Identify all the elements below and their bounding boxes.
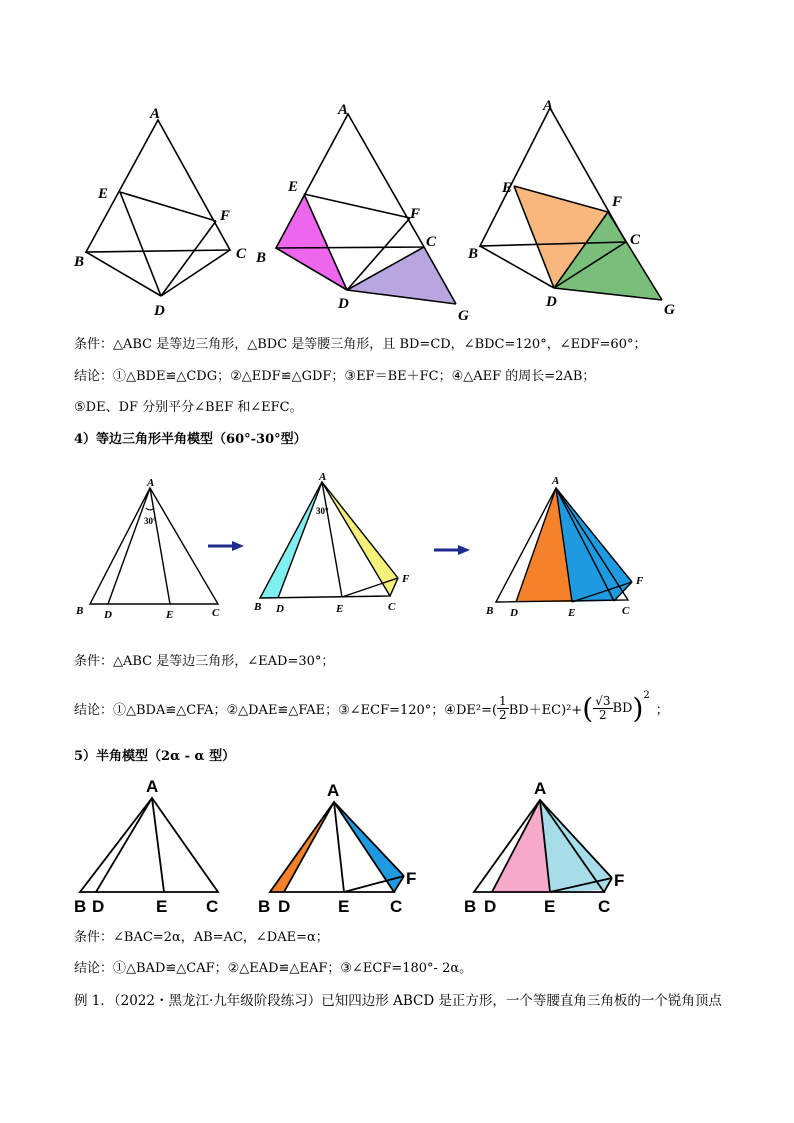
fig1-label-A: A (150, 106, 161, 122)
s5-fig2-label-E: E (338, 897, 350, 916)
fig3-label-D: D (546, 294, 557, 310)
fig3-label-A: A (543, 98, 554, 114)
s5-fig1-label-A: A (146, 777, 159, 796)
s4-conclusion-mid: BD＋EC)²+ (508, 702, 583, 718)
s4-fig1-angle: 30° (144, 516, 157, 526)
example-1-text: 例 1．（2022・黑龙江·九年级阶段练习）已知四边形 ABCD 是正方形，一个等腰直角三角板的一个锐角顶点 (74, 993, 722, 1009)
fig1-label-C: C (236, 246, 247, 262)
s4-fig2-label-D: D (276, 603, 284, 615)
section5-heading: 5）半角模型（2α - α 型） (74, 749, 236, 764)
s5-fig2-label-C: C (390, 897, 403, 916)
s5-fig2-label-B: B (258, 897, 271, 916)
s5-fig3-label-E: E (544, 897, 556, 916)
fig2-label-A: A (338, 102, 349, 118)
fig2-label-G: G (458, 308, 469, 324)
arrow-right-icon (434, 545, 470, 555)
s4-figure-3 (496, 488, 632, 602)
fig2-label-F: F (410, 206, 421, 222)
left-paren-icon: ( (582, 691, 594, 725)
s5-fig2-label-D: D (278, 897, 291, 916)
s4-figure-2 (260, 482, 398, 598)
s4-fig2-label-F: F (402, 573, 410, 585)
s4-fig1-label-A: A (147, 477, 155, 489)
s4-conclusion-end: ； (655, 702, 669, 718)
fig3-label-F: F (612, 194, 623, 210)
section3-conclusion-line1: 结论：①△BDE≌△CDG；②△EDF≌△GDF；③EF＝BE＋FC；④△AEF 的周长=2AB； (74, 369, 596, 384)
s5-fig3-label-C: C (598, 897, 611, 916)
s4-fig2-label-B: B (254, 601, 262, 613)
s4-frac-1-num: 1 (499, 693, 507, 708)
fig1-label-D: D (154, 303, 165, 319)
s5-figure-1 (80, 798, 218, 892)
s4-fig1-label-E: E (166, 609, 174, 621)
s4-fig2-label-E: E (336, 603, 344, 615)
s5-fig1-label-B: B (74, 897, 87, 916)
s4-fig1-label-C: C (212, 607, 220, 619)
fig3-label-E: E (502, 180, 513, 196)
s4-figure-1 (90, 488, 218, 604)
s4-fig2-label-C: C (388, 601, 396, 613)
s4-frac-2 (593, 695, 612, 722)
section4-condition: 条件：△ABC 是等边三角形，∠EAD=30°； (74, 654, 335, 669)
figure-row-2 (68, 468, 668, 628)
s4-fig3-label-E: E (568, 607, 576, 619)
section4-heading: 4）等边三角形半角模型（60°-30°型） (74, 432, 307, 447)
s4-fig3-label-F: F (636, 575, 644, 587)
s5-fig3-lightblue (540, 800, 612, 892)
s4-fig2-yellow (322, 482, 398, 596)
s4-fig3-label-C: C (622, 605, 630, 617)
s4-fig2-label-A: A (319, 471, 327, 483)
s4-fig3-label-A: A (552, 475, 560, 487)
fig2-label-D: D (338, 296, 349, 312)
s5-fig3-label-B: B (464, 897, 477, 916)
section4-conclusion (74, 686, 669, 730)
figure-2 (276, 114, 456, 304)
figure-3 (480, 108, 662, 300)
section5-condition: 条件：∠BAC=2α，AB=AC，∠DAE=α； (74, 930, 329, 945)
s4-frac-1 (497, 695, 509, 722)
s5-fig2-label-F: F (406, 869, 417, 888)
figure-row-3 (68, 772, 668, 922)
s5-fig3-label-D: D (484, 897, 497, 916)
s4-square: 2 (643, 690, 650, 701)
s4-frac-1-den: 2 (499, 707, 507, 722)
fig3-label-C: C (630, 232, 641, 248)
s4-conclusion-tail: BD (612, 700, 633, 716)
s5-fig1-label-D: D (92, 897, 105, 916)
fig1-label-F: F (220, 208, 231, 224)
section5-conclusion: 结论：①△BAD≌△CAF；②△EAD≌△EAF；③∠ECF=180°- 2α。 (74, 961, 473, 976)
fig2-label-C: C (426, 234, 437, 250)
fig2-label-E: E (288, 179, 299, 195)
s4-frac-2-den: 2 (599, 707, 607, 722)
fig1-label-E: E (98, 186, 109, 202)
s4-frac-2-num: √3 (595, 693, 611, 708)
s5-fig3-label-F: F (614, 871, 625, 890)
fig2-label-B: B (256, 250, 267, 266)
s4-fig2-angle: 30° (316, 506, 329, 516)
s4-fig1-label-D: D (104, 609, 112, 621)
section3-condition: 条件：△ABC 是等边三角形，△BDC 是等腰三角形，且 BD=CD，∠BDC=120°，∠EDF=60°； (74, 337, 647, 352)
section3-conclusion-line2: ⑤DE、DF 分别平分∠BEF 和∠EFC。 (74, 400, 303, 415)
figure-1 (86, 120, 230, 296)
s5-figure-2 (270, 802, 404, 892)
s5-figure-3 (474, 800, 612, 892)
fig3-label-B: B (468, 246, 479, 262)
arrow-right-icon (208, 541, 244, 551)
figure-row-1 (60, 90, 750, 330)
s4-conclusion-prefix: 结论：①△BDA≌△CFA；②△DAE≌△FAE；③∠ECF=120°；④DE²=( (74, 702, 498, 718)
s4-fig3-label-D: D (510, 607, 518, 619)
fig1-label-B: B (74, 254, 85, 270)
s4-fig1-label-B: B (76, 605, 84, 617)
fig2-magenta-triangle (276, 194, 347, 290)
s5-fig3-label-A: A (534, 779, 547, 798)
s5-fig1-label-C: C (206, 897, 219, 916)
right-paren-icon: ) (632, 691, 644, 725)
s5-fig2-label-A: A (327, 781, 340, 800)
fig3-label-G: G (664, 302, 675, 318)
s4-fig3-label-B: B (486, 605, 494, 617)
s5-fig1-label-E: E (156, 897, 168, 916)
